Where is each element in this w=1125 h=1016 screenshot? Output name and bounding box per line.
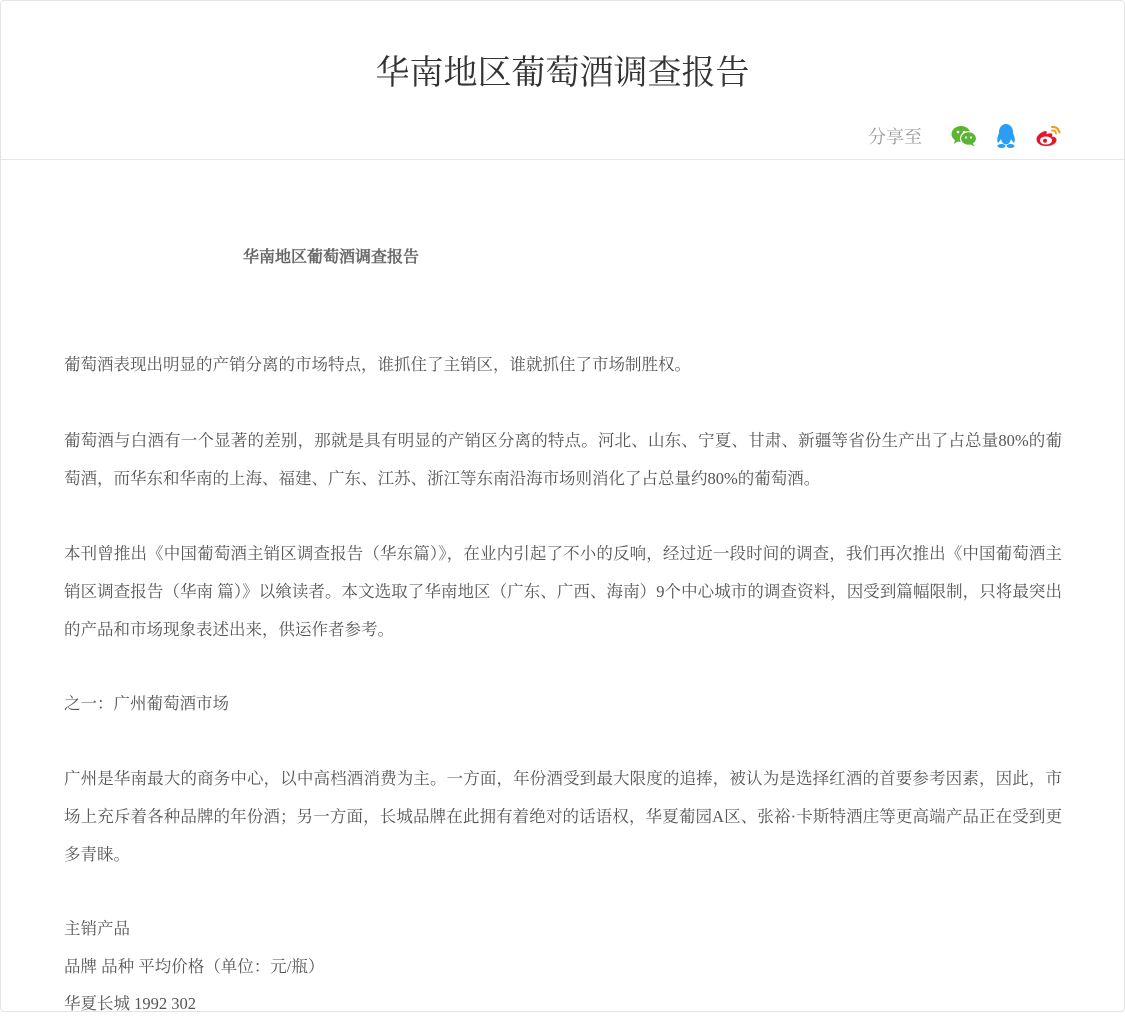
paragraph: 广州是华南最大的商务中心，以中高档酒消费为主。一方面，年份酒受到最大限度的追捧，被认为是选择红酒的首要参考因素，因此，市场上充斥着各种品牌的年份酒；另一方面，长城品牌在此拥有着绝对的话语权，华夏葡园A区、张裕·卡斯特酒庄等更高端产品正在受到更多青睐。: [64, 769, 1062, 864]
table-row: 华夏长城 1992 302: [64, 994, 196, 1013]
list-title: 主销产品: [64, 919, 130, 938]
table-header: 品牌 品种 平均价格（单位：元/瓶）: [64, 957, 325, 976]
section-heading: 之一：广州葡萄酒市场: [64, 694, 229, 713]
weibo-icon[interactable]: [1034, 122, 1062, 150]
page-title: 华南地区葡萄酒调查报告: [375, 53, 750, 93]
article-heading: 华南地区葡萄酒调查报告: [243, 249, 420, 266]
page-header: [1, 1, 1124, 160]
paragraph: 葡萄酒与白酒有一个显著的差别，那就是具有明显的产销区分离的特点。河北、山东、宁夏、甘肃、新疆等省份生产出了占总量80%的葡萄酒，而华东和华南的上海、福建、广东、江苏、浙江等东南沿海市场则消化了占总量约80%的葡萄酒。: [64, 431, 1062, 488]
share-label: 分享至: [868, 127, 922, 148]
paragraph: 葡萄酒表现出明显的产销分离的市场特点，谁抓住了主销区，谁就抓住了市场制胜权。: [64, 355, 691, 374]
qq-icon[interactable]: [992, 122, 1020, 150]
share-bar: [868, 122, 1062, 150]
wechat-icon[interactable]: [950, 122, 978, 150]
paragraph: 本刊曾推出《中国葡萄酒主销区调查报告（华东篇）》，在业内引起了不小的反响，经过近一段时间的调查，我们再次推出《中国葡萄酒主销区调查报告（华南 篇）》以飨读者。本文选取了华南地区（广东、广西、海南）9个中心城市的调查资料，因受到篇幅限制，只将最突出的产品和市场现象表述出来，供运作者参考。: [64, 544, 1062, 639]
